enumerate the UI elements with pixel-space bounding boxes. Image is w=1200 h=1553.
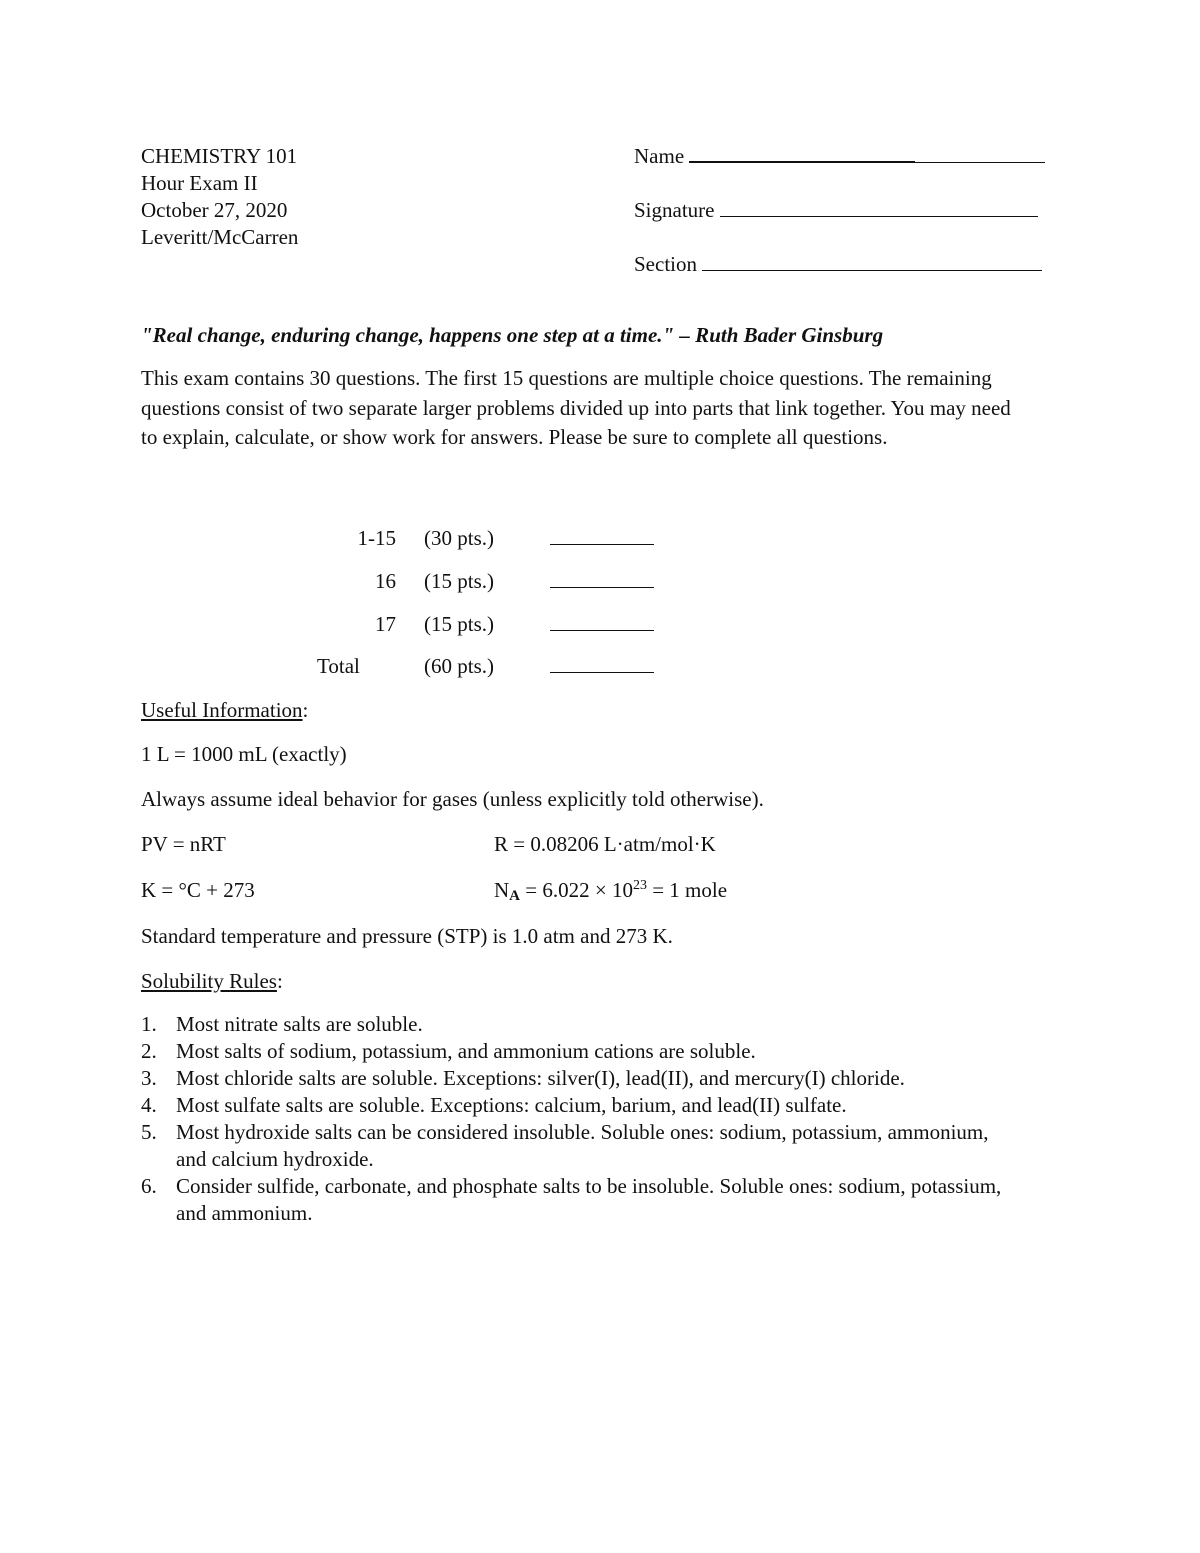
course-title: CHEMISTRY 101 <box>141 144 298 168</box>
name-line-bold <box>689 143 915 163</box>
list-item: 3. Most chloride salts are soluble. Exceptions: silver(I), lead(II), and mercury(I) chloride. <box>141 1066 905 1090</box>
exam-date: October 27, 2020 <box>141 198 288 222</box>
score-row-total <box>255 653 655 680</box>
stp-note: Standard temperature and pressure (STP) is 1.0 atm and 273 K. <box>141 924 673 948</box>
score-item: Total <box>317 654 360 678</box>
list-item: 4. Most sulfate salts are soluble. Exceptions: calcium, barium, and lead(II) sulfate. <box>141 1093 847 1117</box>
score-item: 16 <box>375 569 396 593</box>
score-row <box>255 611 655 638</box>
ideal-gas-note: Always assume ideal behavior for gases (unless explicitly told otherwise). <box>141 787 764 811</box>
intro-paragraph: This exam contains 30 questions. The first 15 questions are multiple choice questions. The remaining questions consist of two separate larger problems divided up into parts that link together. You may need to explain, calculate, or show work for answers. Please be sure to complete all questions. <box>141 366 1011 449</box>
solubility-heading: Solubility Rules: <box>141 969 283 993</box>
score-item: 17 <box>375 612 396 636</box>
exam-title: Hour Exam II <box>141 171 258 195</box>
solubility-rules-list <box>141 1011 1021 1227</box>
score-points: (15 pts.) <box>424 612 494 636</box>
name-field[interactable] <box>634 143 1045 170</box>
quote: "Real change, enduring change, happens one step at a time." – Ruth Bader Ginsburg <box>141 323 884 347</box>
score-blank[interactable] <box>550 569 654 588</box>
score-blank[interactable] <box>550 654 654 673</box>
score-blank[interactable] <box>550 612 654 631</box>
liter-conversion: 1 L = 1000 mL (exactly) <box>141 742 347 766</box>
instructors: Leveritt/McCarren <box>141 225 299 249</box>
list-item: 5. Most hydroxide salts can be considered insoluble. Soluble ones: sodium, potassium, ammonium, and calcium hydroxide. <box>141 1120 989 1171</box>
signature-label: Signature <box>634 198 715 222</box>
ideal-gas-law: PV = nRT <box>141 832 226 856</box>
useful-info-heading: Useful Information: <box>141 698 309 722</box>
list-item: 1. Most nitrate salts are soluble. <box>141 1012 423 1036</box>
score-points: (15 pts.) <box>424 569 494 593</box>
gas-constant: R = 0.08206 L·atm/mol·K <box>494 832 716 856</box>
name-line <box>915 144 1045 163</box>
list-item: 6. Consider sulfide, carbonate, and phosphate salts to be insoluble. Soluble ones: sodium, potassium, and ammonium. <box>141 1174 1002 1225</box>
section-line <box>702 252 1042 271</box>
score-row <box>255 525 655 552</box>
score-row <box>255 568 655 595</box>
score-points: (60 pts.) <box>424 654 494 678</box>
list-item: 2. Most salts of sodium, potassium, and ammonium cations are soluble. <box>141 1039 756 1063</box>
score-points: (30 pts.) <box>424 526 494 550</box>
section-field[interactable] <box>634 251 1042 278</box>
score-blank[interactable] <box>550 526 654 545</box>
kelvin-conversion: K = °C + 273 <box>141 878 255 902</box>
score-item: 1-15 <box>357 526 396 550</box>
signature-line <box>720 198 1038 217</box>
signature-field[interactable] <box>634 197 1038 224</box>
avogadro-number: $N_A = 6.022 \times 10^{23} = 1$ mole <box>494 878 728 904</box>
section-label: Section <box>634 252 697 276</box>
name-label: Name <box>634 144 685 168</box>
